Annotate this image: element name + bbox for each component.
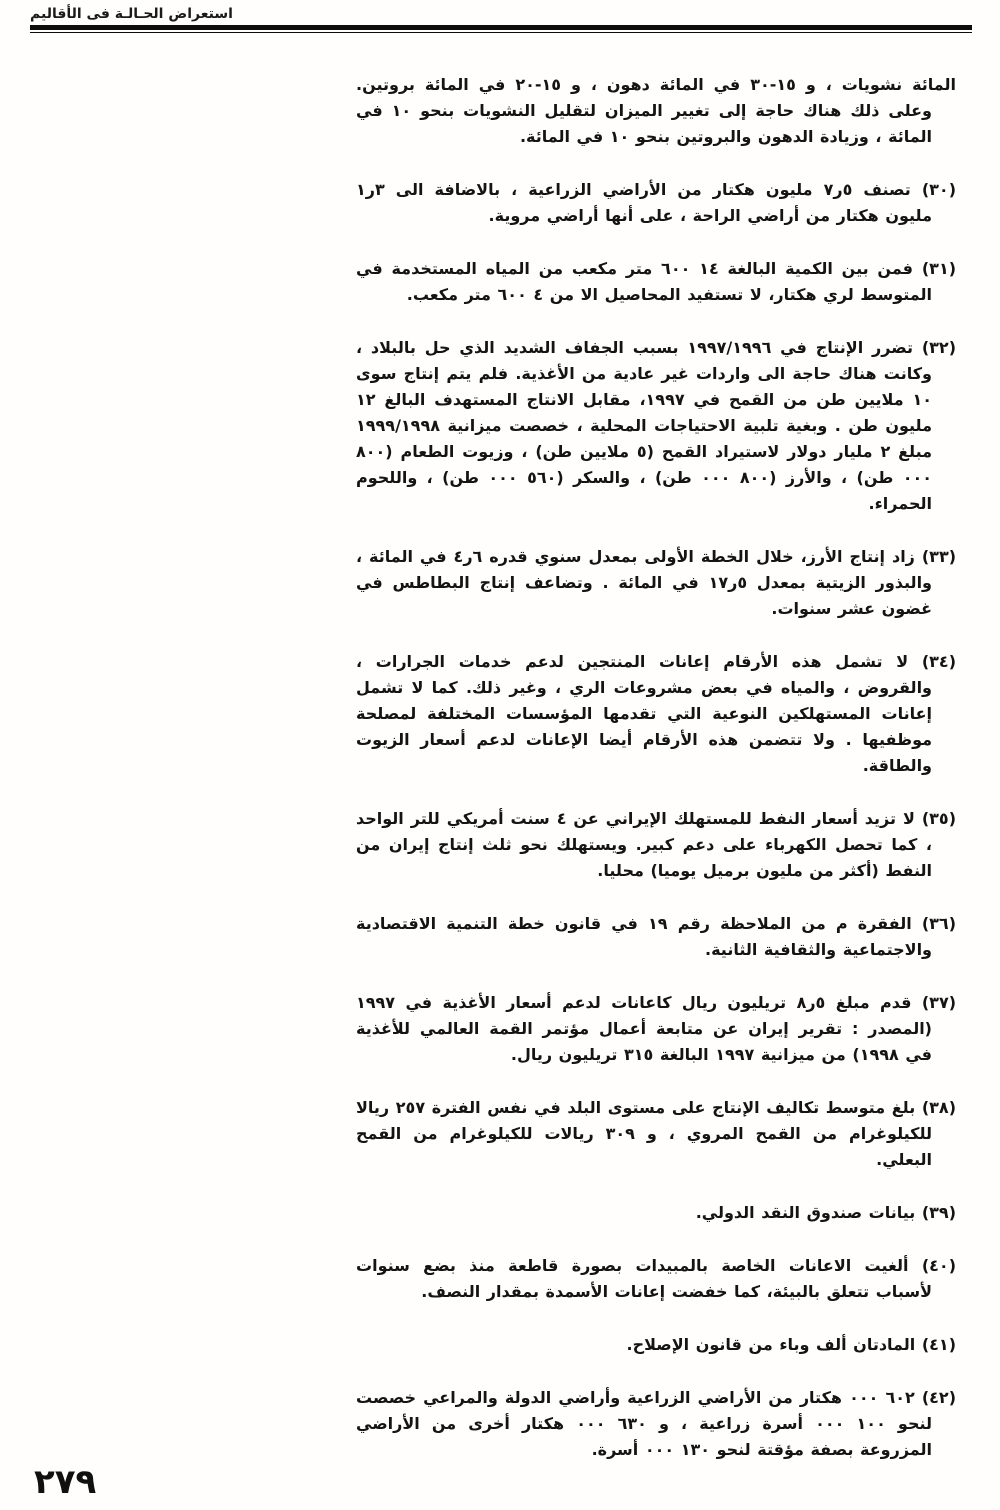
note-text: لا تزيد أسعار النفط للمستهلك الإيراني عن ٤ سنت أمريكي للتر الواحد ، كما تحصل الكهرباء على دعم كبير. ويستهلك نحو ثلث إنتاج إيران من النفط (أكثر من مليون برميل يوميا) محليا.: [356, 809, 932, 880]
footnote: [356, 990, 956, 1068]
page-number: ٢٧٩: [34, 1462, 97, 1502]
note-number: (٣٤): [921, 652, 956, 671]
header-rule-thick: [30, 25, 972, 30]
note-number: (٤٢): [921, 1388, 956, 1407]
page-header: [30, 6, 972, 33]
footnote: [356, 1385, 956, 1463]
footnote: [356, 649, 956, 779]
footnote: [356, 806, 956, 884]
footnote: [356, 177, 956, 229]
footnote: [356, 1332, 956, 1358]
note-text: بيانات صندوق النقد الدولي.: [695, 1203, 916, 1222]
note-text: قدم مبلغ ٥ر٨ تريليون ريال كاعانات لدعم أسعار الأغذية في ١٩٩٧ (المصدر : تقرير إيران عن متابعة أعمال مؤتمر القمة العالمي للأغذية في ١٩٩٨) من ميزانية ١٩٩٧ البالغة ٣١٥ تريليون ريال.: [356, 993, 932, 1064]
note-text: فمن بين الكمية البالغة ١٤ ٦٠٠ متر مكعب من المياه المستخدمة في المتوسط لري هكتار، لا تستفيد المحاصيل الا من ٤ ٦٠٠ متر مكعب.: [356, 259, 932, 304]
note-number: (٣٢): [921, 338, 956, 357]
note-number: (٣١): [921, 259, 957, 278]
footnote: [356, 544, 956, 622]
footnote: [356, 72, 956, 150]
footnote: [356, 335, 956, 517]
note-number: (٤٠): [921, 1256, 956, 1275]
footnote: [356, 1253, 956, 1305]
note-text: ٦٠٢ ٠٠٠ هكتار من الأراضي الزراعية وأراضي الدولة والمراعي خصصت لنحو ١٠٠ ٠٠٠ أسرة زراعية ، و ٦٣٠ ٠٠٠ هكتار أخرى من الأراضي المزروعة بصفة مؤقتة لنحو ١٣٠ ٠٠٠ أسرة.: [356, 1388, 933, 1459]
note-number: (٣٨): [921, 1098, 956, 1117]
footnotes-section: [356, 72, 956, 1490]
running-header-title: استعراض الحـالـة فى الأقاليم: [30, 6, 233, 22]
note-text: زاد إنتاج الأرز، خلال الخطة الأولى بمعدل سنوي قدره ٦ر٤ في المائة ، والبذور الزيتية بمعدل ٥ر١٧ في المائة . وتضاعف إنتاج البطاطس في غضون عشر سنوات.: [356, 547, 932, 618]
note-text: بلغ متوسط تكاليف الإنتاج على مستوى البلد في نفس الفترة ٢٥٧ ريالا للكيلوغرام من القمح المروي ، و ٣٠٩ ريالات للكيلوغرام من القمح البعلي.: [356, 1098, 932, 1169]
note-text: لا تشمل هذه الأرقام إعانات المنتجين لدعم خدمات الجرارات ، والقروض ، والمياه في بعض مشروعات الري ، وغير ذلك. كما لا تشمل إعانات المستهلكين النوعية التي تقدمها المؤسسات المختلفة لمصلحة موظفيها . ولا تتضمن هذه الأرقام أيضا الإعانات لدعم أسعار الزيوت والطاقة.: [356, 652, 932, 775]
note-number: (٣٥): [921, 809, 956, 828]
note-text: تضرر الإنتاج في ١٩٩٧/١٩٩٦ بسبب الجفاف الشديد الذي حل بالبلاد ، وكانت هناك حاجة الى واردات غير عادية من الأغذية. فلم يتم إنتاج سوى ١٠ ملايين طن من القمح في ١٩٩٧، مقابل الانتاج المستهدف البالغ ١٢ مليون طن . وبغية تلبية الاحتياجات المحلية ، خصصت ميزانية ١٩٩٩/١٩٩٨ مبلغ ٢ مليار دولار لاستيراد القمح (٥ ملايين طن) ، وزيوت الطعام (٨٠٠ ٠٠٠ طن) ، والأرز (٨٠٠ ٠٠٠ طن) ، والسكر (٥٦٠ ٠٠٠ طن) ، واللحوم الحمراء.: [356, 338, 933, 513]
note-number: (٣٩): [921, 1203, 956, 1222]
note-number: (٤١): [921, 1335, 956, 1354]
note-number: (٣٧): [921, 993, 957, 1012]
note-text: الفقرة م من الملاحظة رقم ١٩ في قانون خطة التنمية الاقتصادية والاجتماعية والثقافية الثانية.: [356, 914, 932, 959]
footnote: [356, 1095, 956, 1173]
note-number: (٣٠): [921, 180, 956, 199]
header-rule-thin: [30, 32, 972, 33]
footnote: [356, 1200, 956, 1226]
footnote: [356, 256, 956, 308]
note-text: ألغيت الاعانات الخاصة بالمبيدات بصورة قاطعة منذ بضع سنوات لأسباب تتعلق بالبيئة، كما خفضت إعانات الأسمدة بمقدار النصف.: [356, 1256, 932, 1301]
note-text: المادتان ألف وباء من قانون الإصلاح.: [626, 1335, 916, 1354]
footnote: [356, 911, 956, 963]
note-text: تصنف ٥ر٧ مليون هكتار من الأراضي الزراعية ، بالاضافة الى ٣ر١ مليون هكتار من أراضي الراحة ، على أنها أراضي مروية.: [356, 180, 932, 225]
note-number: (٣٣): [921, 547, 957, 566]
note-number: (٣٦): [921, 914, 956, 933]
note-text: المائة نشويات ، و ١٥-٣٠ في المائة دهون ، و ١٥-٢٠ في المائة بروتين. وعلى ذلك هناك حاجة إلى تغيير الميزان لتقليل النشويات بنحو ١٠ في المائة ، وزيادة الدهون والبروتين بنحو ١٠ في المائة.: [356, 75, 957, 146]
